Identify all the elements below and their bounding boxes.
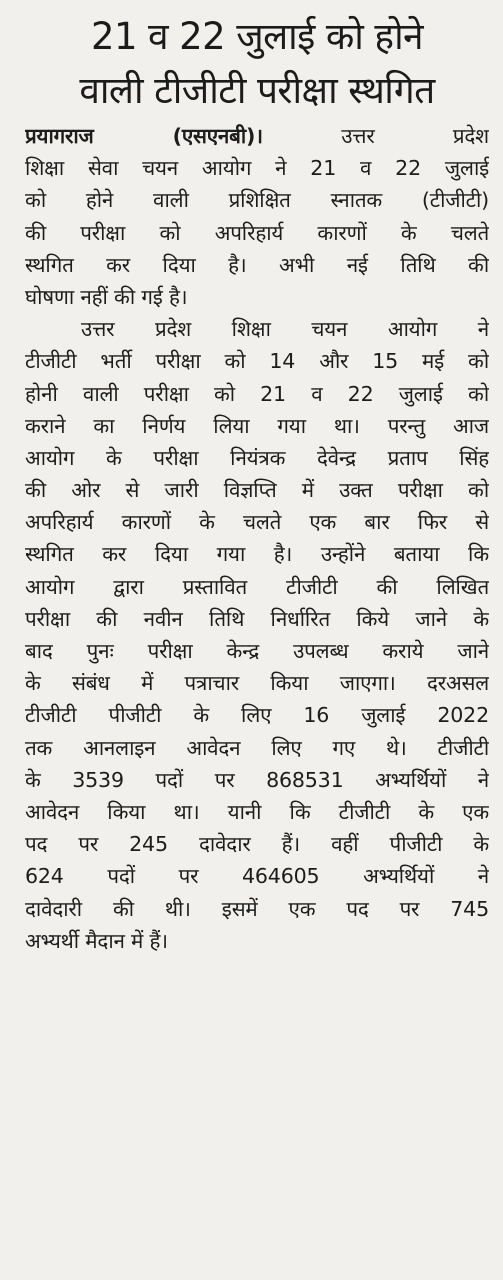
- article-body: [25, 120, 489, 957]
- article-line-19: टीजीटी पीजीटी के लिए 16 जुलाई 2022: [25, 703, 489, 728]
- article-line-14: स्थगित कर दिया गया है। उन्होंने बताया कि: [25, 542, 489, 567]
- dateline: प्रयागराज (एसएनबी)।: [25, 124, 263, 148]
- article-line-2: शिक्षा सेवा चयन आयोग ने 21 व 22 जुलाई: [25, 156, 489, 181]
- article-line-26: अभ्यर्थी मैदान में हैं।: [25, 928, 168, 953]
- article-line-21: के 3539 पदों पर 868531 अभ्यर्थियों ने: [25, 767, 489, 792]
- article-line-5: स्थगित कर दिया है। अभी नई तिथि की: [25, 252, 489, 277]
- article-line-4: की परीक्षा को अपरिहार्य कारणों के चलते: [25, 220, 489, 245]
- article-line-16: परीक्षा की नवीन तिथि निर्धारित किये जाने के: [25, 606, 489, 631]
- article-line-7: उत्तर प्रदेश शिक्षा चयन आयोग ने: [81, 317, 489, 342]
- article-line-24: 624 पदों पर 464605 अभ्यर्थियों ने: [25, 864, 489, 889]
- headline-line-1: 21 व 22 जुलाई को होने: [91, 15, 423, 58]
- article-line-15: आयोग द्वारा प्रस्तावित टीजीटी की लिखित: [25, 574, 489, 599]
- article-line-8: टीजीटी भर्ती परीक्षा को 14 और 15 मई को: [25, 349, 489, 374]
- article-line-18: के संबंध में पत्राचार किया जाएगा। दरअसल: [25, 671, 489, 696]
- article-line-10: कराने का निर्णय लिया गया था। परन्तु आज: [25, 413, 489, 438]
- article-line-22: आवेदन किया था। यानी कि टीजीटी के एक: [25, 799, 489, 824]
- article-line-3: को होने वाली प्रशिक्षित स्नातक (टीजीटी): [25, 188, 489, 213]
- article-line-9: होनी वाली परीक्षा को 21 व 22 जुलाई को: [25, 381, 489, 406]
- article-line-23: पद पर 245 दावेदार हैं। वहीं पीजीटी के: [25, 832, 489, 857]
- article-line-20: तक आनलाइन आवेदन लिए गए थे। टीजीटी: [25, 735, 489, 760]
- article-line-1-text: उत्तर प्रदेश: [341, 124, 489, 148]
- article-line-13: अपरिहार्य कारणों के चलते एक बार फिर से: [25, 510, 489, 535]
- article-line-1: [25, 120, 489, 152]
- article-line-6: घोषणा नहीं की गई है।: [25, 284, 188, 309]
- article-line-11: आयोग के परीक्षा नियंत्रक देवेन्द्र प्रताप सिंह: [25, 445, 489, 470]
- headline: [25, 10, 489, 118]
- article-line-12: की ओर से जारी विज्ञप्ति में उक्त परीक्षा को: [25, 478, 489, 503]
- article-line-17: बाद पुनः परीक्षा केन्द्र उपलब्ध कराये जाने: [25, 639, 489, 663]
- article-line-25: दावेदारी की थी। इसमें एक पद पर 745: [25, 896, 489, 921]
- headline-line-2: वाली टीजीटी परीक्षा स्थगित: [79, 69, 435, 112]
